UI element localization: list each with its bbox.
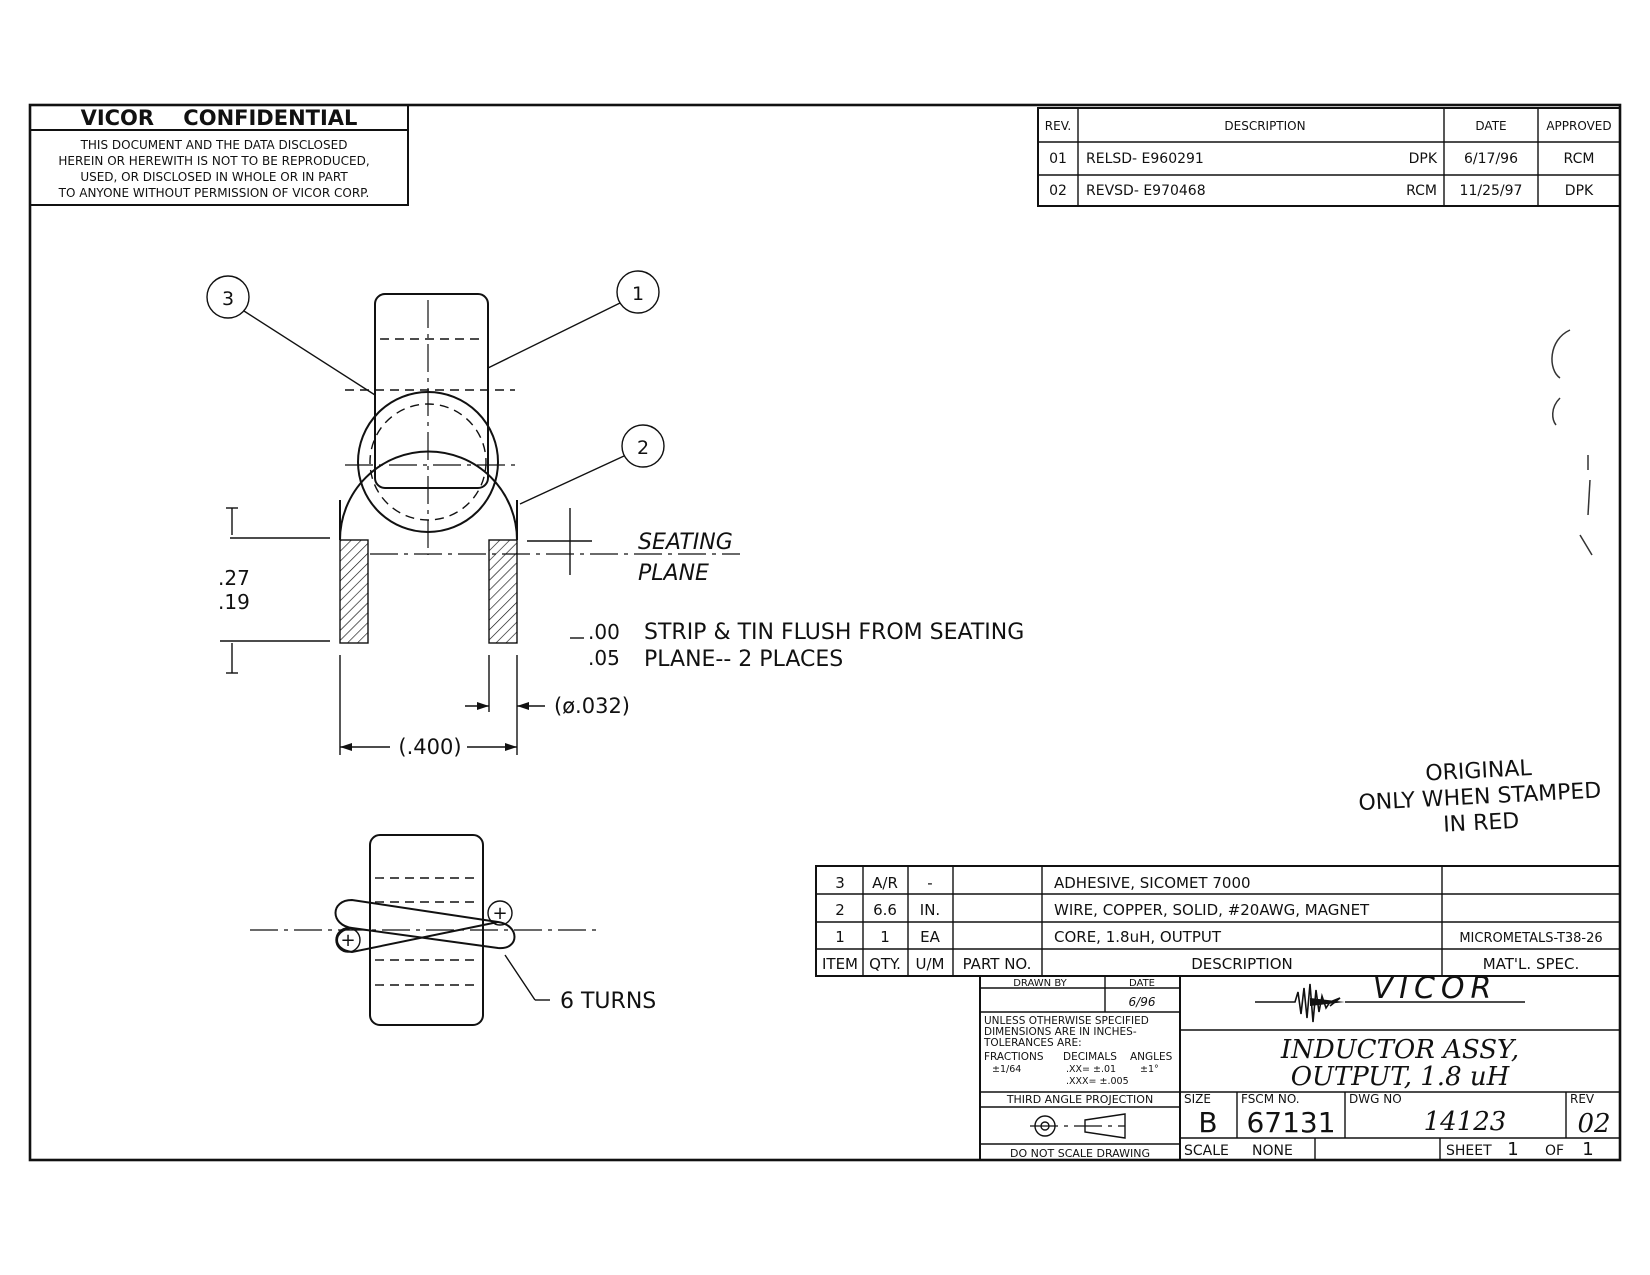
callout-2-label: 2 [636,437,650,459]
rev-row-rev: 01 [1049,151,1067,167]
bom-item: 3 [835,874,845,892]
seating-label-2: PLANE [638,561,709,586]
company-name: VICOR [1372,971,1498,1006]
of-value: 1 [1582,1139,1594,1160]
dwg-label: DWG NO [1349,1092,1402,1106]
fscm-label: FSCM NO. [1241,1092,1300,1106]
bom-header-spec: MAT'L. SPEC. [1482,955,1580,973]
callout-1-label: 1 [631,283,645,305]
sheet-value: 1 [1507,1139,1519,1160]
tolerance-decimal-2: .XXX= ±.005 [1066,1076,1129,1087]
strip-note-line2: PLANE-- 2 PLACES [644,647,844,672]
rev-row-desc: RELSD- E960291 [1086,151,1204,167]
wire-lead-left [340,540,368,643]
bom-spec: MICROMETALS-T38-26 [1459,931,1603,946]
bom-header-part: PART NO. [962,955,1032,973]
rev-row-by: DPK [1408,151,1437,167]
bom-qty: 6.6 [873,901,897,919]
svg-text:+: + [340,930,356,951]
bom-description: WIRE, COPPER, SOLID, #20AWG, MAGNET [1054,901,1370,919]
confidential-line: USED, OR DISCLOSED IN WHOLE OR IN PART [80,170,348,184]
wire-lead-right [489,540,517,643]
tolerance-fraction: ±1/64 [992,1064,1022,1075]
turns-label: 6 TURNS [560,989,657,1014]
vicor-logo [1255,971,1525,1022]
side-view [207,271,1024,759]
bom-item: 2 [835,901,845,919]
confidential-line: HEREIN OR HEREWITH IS NOT TO BE REPRODUCED, [58,154,370,168]
stamp-note [1356,752,1603,842]
svg-text:+: + [492,903,508,924]
bom-um: - [927,874,933,892]
rev-row-approved: DPK [1564,183,1594,199]
stamp-line: IN RED [1442,808,1520,838]
rev-row-date: 11/25/97 [1459,183,1523,199]
rev-row-desc: REVSD- E970468 [1086,183,1206,199]
fscm-value: 67131 [1246,1106,1336,1139]
rev-row-by: RCM [1406,183,1437,199]
scale-value: NONE [1252,1143,1293,1159]
sheet-label: SHEET [1446,1143,1492,1159]
callout-3-label: 3 [221,288,235,310]
tolerance-header-fractions: FRACTIONS [984,1051,1044,1063]
confidential-notice [30,105,408,205]
scale-label: SCALE [1184,1143,1229,1159]
tolerance-header-angles: ANGLES [1130,1051,1173,1063]
rev-header-rev: REV. [1044,119,1072,133]
drawing-title-line2: OUTPUT, 1.8 uH [1290,1062,1510,1092]
rev-header-description: DESCRIPTION [1224,119,1306,133]
revision-block [1038,108,1620,206]
rev-row-date: 6/17/96 [1464,151,1518,167]
rev-value: 02 [1577,1109,1611,1139]
drawing-title-line1: INDUCTOR ASSY, [1280,1035,1520,1065]
dimension-05: .05 [588,646,620,670]
third-angle-projection-symbol [1030,1114,1125,1138]
bom-item: 1 [835,928,845,946]
stamp-line: ORIGINAL [1424,756,1533,787]
of-label: OF [1545,1143,1565,1159]
width-dimension: (.400) [398,735,462,759]
bom-header-qty: QTY. [869,955,901,973]
tolerance-line: TOLERANCES ARE: [984,1037,1082,1049]
stamp-line: ONLY WHEN STAMPED [1357,778,1602,817]
dimension-19: .19 [218,590,250,614]
projection-label: THIRD ANGLE PROJECTION [1006,1093,1154,1106]
dimension-00: .00 [588,620,620,644]
bom-um: IN. [919,901,941,919]
bom-um: EA [920,928,940,946]
confidential-line: THIS DOCUMENT AND THE DATA DISCLOSED [80,138,348,152]
dwg-number: 14123 [1423,1107,1507,1137]
rev-row-approved: RCM [1563,151,1595,167]
drawn-date: 6/96 [1128,995,1156,1009]
rev-header-approved: APPROVED [1546,119,1612,133]
tolerance-header-decimals: DECIMALS [1063,1051,1117,1063]
tolerance-line: DIMENSIONS ARE IN INCHES- [984,1026,1137,1038]
rev-label: REV [1570,1092,1595,1106]
confidential-title: VICOR CONFIDENTIAL [80,106,358,130]
confidential-line: TO ANYONE WITHOUT PERMISSION OF VICOR CORP. [58,186,370,200]
do-not-scale-label: DO NOT SCALE DRAWING [1010,1147,1150,1160]
dimension-27: .27 [218,566,250,590]
title-block [980,971,1620,1160]
bill-of-materials [816,866,1620,976]
diameter-dimension: (ø.032) [554,694,630,718]
bom-qty: 1 [880,928,890,946]
drawn-date-label: DATE [1128,978,1156,989]
rev-row-rev: 02 [1049,183,1067,199]
seating-label-1: SEATING [638,530,733,555]
bom-header-um: U/M [915,955,945,973]
strip-note-line1: STRIP & TIN FLUSH FROM SEATING [644,620,1025,645]
drawn-by-label: DRAWN BY [1013,978,1067,989]
bom-qty: A/R [872,874,898,892]
size-value: B [1198,1106,1218,1139]
bom-header-item: ITEM [821,955,859,973]
bom-description: ADHESIVE, SICOMET 7000 [1054,874,1251,892]
tolerance-decimal-1: .XX= ±.01 [1066,1064,1117,1075]
scan-marks [1552,330,1592,555]
winding-view [250,835,656,1025]
tolerance-line: UNLESS OTHERWISE SPECIFIED [984,1015,1149,1027]
bom-header-description: DESCRIPTION [1191,955,1293,973]
rev-header-date: DATE [1475,119,1507,133]
tolerance-angle: ±1° [1140,1064,1159,1075]
size-label: SIZE [1184,1092,1211,1106]
bom-description: CORE, 1.8uH, OUTPUT [1054,928,1222,946]
